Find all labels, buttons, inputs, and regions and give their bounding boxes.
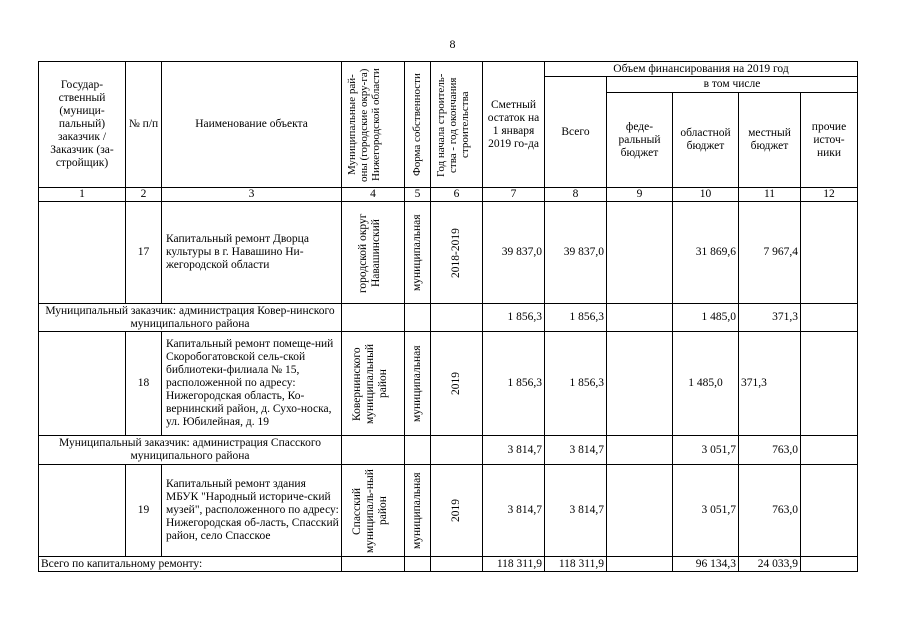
regional-cell: 3 051,7 (673, 436, 739, 465)
years-cell: 2019 (431, 332, 483, 436)
header-estimate: Сметный остаток на 1 января 2019 го-да (483, 62, 545, 188)
local-cell: 7 967,4 (739, 202, 801, 304)
col-number: 7 (483, 188, 545, 202)
header-regional: областной бюджет (673, 93, 739, 188)
local-cell: 763,0 (739, 465, 801, 557)
regional-cell: 1 485,0 (673, 304, 739, 332)
estimate-cell: 118 311,9 (483, 557, 545, 572)
ownership-cell: муниципальная (405, 332, 431, 436)
federal-cell (607, 465, 673, 557)
other-cell (801, 332, 858, 436)
table-row (39, 465, 858, 557)
row-number: 18 (126, 332, 162, 436)
total-cell: 118 311,9 (545, 557, 607, 572)
grand-total-label: Всего по капитальному ремонту: (39, 557, 342, 572)
col-number: 11 (739, 188, 801, 202)
district-cell: Ковернинского муниципальный район (342, 332, 405, 436)
col-number: 12 (801, 188, 858, 202)
col-number: 1 (39, 188, 126, 202)
table-row (39, 202, 858, 304)
years-cell: 2019 (431, 465, 483, 557)
col-number: 3 (162, 188, 342, 202)
customer-label: Муниципальный заказчик: администрация Спасского муниципального района (39, 436, 342, 465)
district-cell: городской округ Навашинский (342, 202, 405, 304)
total-cell: 1 856,3 (545, 304, 607, 332)
header-customer: Государ-ственный (муници-пальный) заказчик / Заказчик (за-стройщик) (39, 62, 126, 188)
object-name: Капитальный ремонт Дворца культуры в г. Навашино Ни-жегородской области (162, 202, 342, 304)
capital-repair-table (38, 61, 858, 572)
total-cell: 1 856,3 (545, 332, 607, 436)
estimate-cell: 1 856,3 (483, 332, 545, 436)
header-years: Год начала строитель-ства - год окончания строительства (431, 62, 483, 188)
district-cell: Спасский муниципаль-ный район (342, 465, 405, 557)
regional-cell: 1 485,0 (673, 332, 739, 436)
col-number: 5 (405, 188, 431, 202)
estimate-cell: 1 856,3 (483, 304, 545, 332)
years-cell: 2018-2019 (431, 202, 483, 304)
local-cell: 371,3 (739, 332, 801, 436)
column-number-row (39, 188, 858, 202)
header-object-name: Наименование объекта (162, 62, 342, 188)
page-number: 8 (449, 37, 456, 51)
header-districts: Муниципальные рай-оны (городские окру-га) Нижегородской области (342, 62, 405, 188)
row-number: 17 (126, 202, 162, 304)
header-other: прочие источ-ники (801, 93, 858, 188)
header-total: Всего (545, 77, 607, 188)
regional-cell: 96 134,3 (673, 557, 739, 572)
object-name: Капитальный ремонт помеще-ний Скоробогатовской сель-ской библиотеки-филиала № 15, расположенной по адресу: Нижегородская область, Ко-вернинский район, д. Сухо-носка, ул. Юбилейная, д. 19 (162, 332, 342, 436)
other-cell (801, 465, 858, 557)
col-number: 8 (545, 188, 607, 202)
header-ownership: Форма собственности (405, 62, 431, 188)
col-number: 10 (673, 188, 739, 202)
col-number: 9 (607, 188, 673, 202)
ownership-cell: муниципальная (405, 465, 431, 557)
col-number: 4 (342, 188, 405, 202)
total-cell: 3 814,7 (545, 436, 607, 465)
header-no: № п/п (126, 62, 162, 188)
total-cell: 3 814,7 (545, 465, 607, 557)
federal-cell (607, 332, 673, 436)
ownership-cell: муниципальная (405, 202, 431, 304)
total-cell: 39 837,0 (545, 202, 607, 304)
local-cell: 24 033,9 (739, 557, 801, 572)
local-cell: 763,0 (739, 436, 801, 465)
local-cell: 371,3 (739, 304, 801, 332)
estimate-cell: 3 814,7 (483, 436, 545, 465)
other-cell (801, 202, 858, 304)
header-including: в том числе (607, 77, 858, 93)
regional-cell: 31 869,6 (673, 202, 739, 304)
row-number: 19 (126, 465, 162, 557)
header-federal: феде-ральный бюджет (607, 93, 673, 188)
header-funding: Объем финансирования на 2019 год (545, 62, 858, 77)
col-number: 6 (431, 188, 483, 202)
estimate-cell: 39 837,0 (483, 202, 545, 304)
customer-row (39, 436, 858, 465)
federal-cell (607, 202, 673, 304)
estimate-cell: 3 814,7 (483, 465, 545, 557)
customer-row (39, 304, 858, 332)
customer-label: Муниципальный заказчик: администрация Ковер-нинского муниципального района (39, 304, 342, 332)
regional-cell: 3 051,7 (673, 465, 739, 557)
col-number: 2 (126, 188, 162, 202)
table-row (39, 332, 858, 436)
object-name: Капитальный ремонт здания МБУК "Народный историче-ский музей", расположенного по адресу: Нижегородская об-ласть, Спасский район, село Спасское (162, 465, 342, 557)
header-local: местный бюджет (739, 93, 801, 188)
grand-total-row (39, 557, 858, 572)
